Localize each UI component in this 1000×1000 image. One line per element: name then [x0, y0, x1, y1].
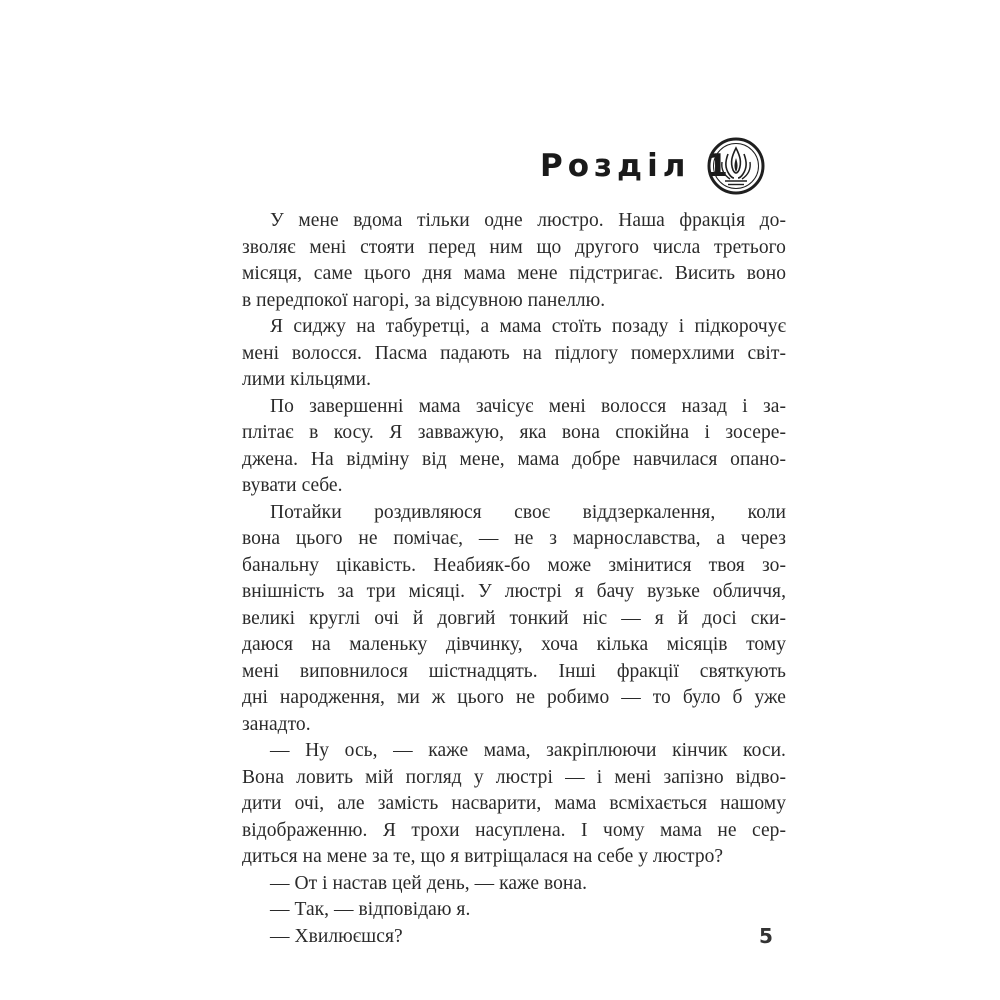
text-line: — Хвилюєшся?	[270, 925, 403, 947]
text-line: По завершенні мама зачісує мені волосся назад і за-	[270, 395, 786, 417]
abnegation-fire-emblem-icon	[706, 136, 766, 196]
text-line: місяця, саме цього дня мама мене підстригає. Висить воно	[242, 263, 786, 284]
text-line: вона цього не помічає, — не з марнославства, а через	[242, 528, 786, 549]
text-line: мені виповнилося шістнадцять. Інші фракції святкують	[242, 660, 786, 682]
text-line: — Так, — відповідаю я.	[270, 899, 471, 920]
text-line: лими кільцями.	[242, 369, 372, 390]
text-line: банальну цікавість. Неабияк-бо може змінитися твоя зо-	[242, 554, 786, 576]
paragraph	[242, 924, 786, 951]
text-line: мені волосся. Пасма падають на підлогу померхлими світ-	[242, 342, 786, 364]
text-line: джена. На відміну від мене, мама добре навчилася опано-	[242, 448, 786, 470]
text-line: Вона ловить мій погляд у люстрі — і мені запізно відво-	[242, 766, 786, 788]
text-line: відображенню. Я трохи насуплена. І чому мама не сер-	[242, 819, 786, 841]
paragraph	[242, 208, 786, 314]
chapter-title: Розділ 1	[540, 148, 733, 184]
text-line: — От і настав цей день, — каже вона.	[270, 872, 587, 894]
text-line: в передпокої нагорі, за відсувною панеллю.	[242, 289, 606, 311]
text-line: великі круглі очі й довгий тонкий ніс — я й досі ски-	[242, 607, 786, 629]
text-line: У мене вдома тільки одне люстро. Наша фракція до-	[270, 210, 786, 231]
paragraph	[242, 897, 786, 924]
paragraph	[242, 394, 786, 500]
text-line: плітає в косу. Я завважую, яка вона спокійна і зосере-	[242, 422, 786, 443]
text-line: внішність за три місяці. У люстрі я бачу вузьке обличчя,	[242, 581, 786, 602]
text-line: Потайки роздивляюся своє віддзеркалення, коли	[270, 501, 786, 523]
page-number: 5	[759, 924, 773, 948]
chapter-heading	[540, 136, 780, 198]
paragraph	[242, 738, 786, 871]
text-line: — Ну ось, — каже мама, закріплюючи кінчик коси.	[270, 740, 786, 761]
text-line: занадто.	[242, 713, 311, 735]
text-line: диться на мене за те, що я витріщалася на себе у люстро?	[242, 846, 724, 867]
text-line: дні народження, ми ж цього не робимо — то було б уже	[242, 687, 786, 708]
text-line: вувати себе.	[242, 475, 343, 496]
paragraph	[242, 500, 786, 739]
text-line: даюся на маленьку дівчинку, хоча кілька місяців тому	[242, 634, 786, 655]
paragraph	[242, 314, 786, 394]
paragraph	[242, 871, 786, 898]
text-line: дити очі, але замість насварити, мама всміхається нашому	[242, 793, 786, 814]
text-line: зволяє мені стояти перед ним що другого числа третього	[242, 236, 786, 258]
chapter-body-text	[242, 208, 786, 950]
text-line: Я сиджу на табуретці, а мама стоїть позаду і підкорочує	[270, 316, 786, 337]
